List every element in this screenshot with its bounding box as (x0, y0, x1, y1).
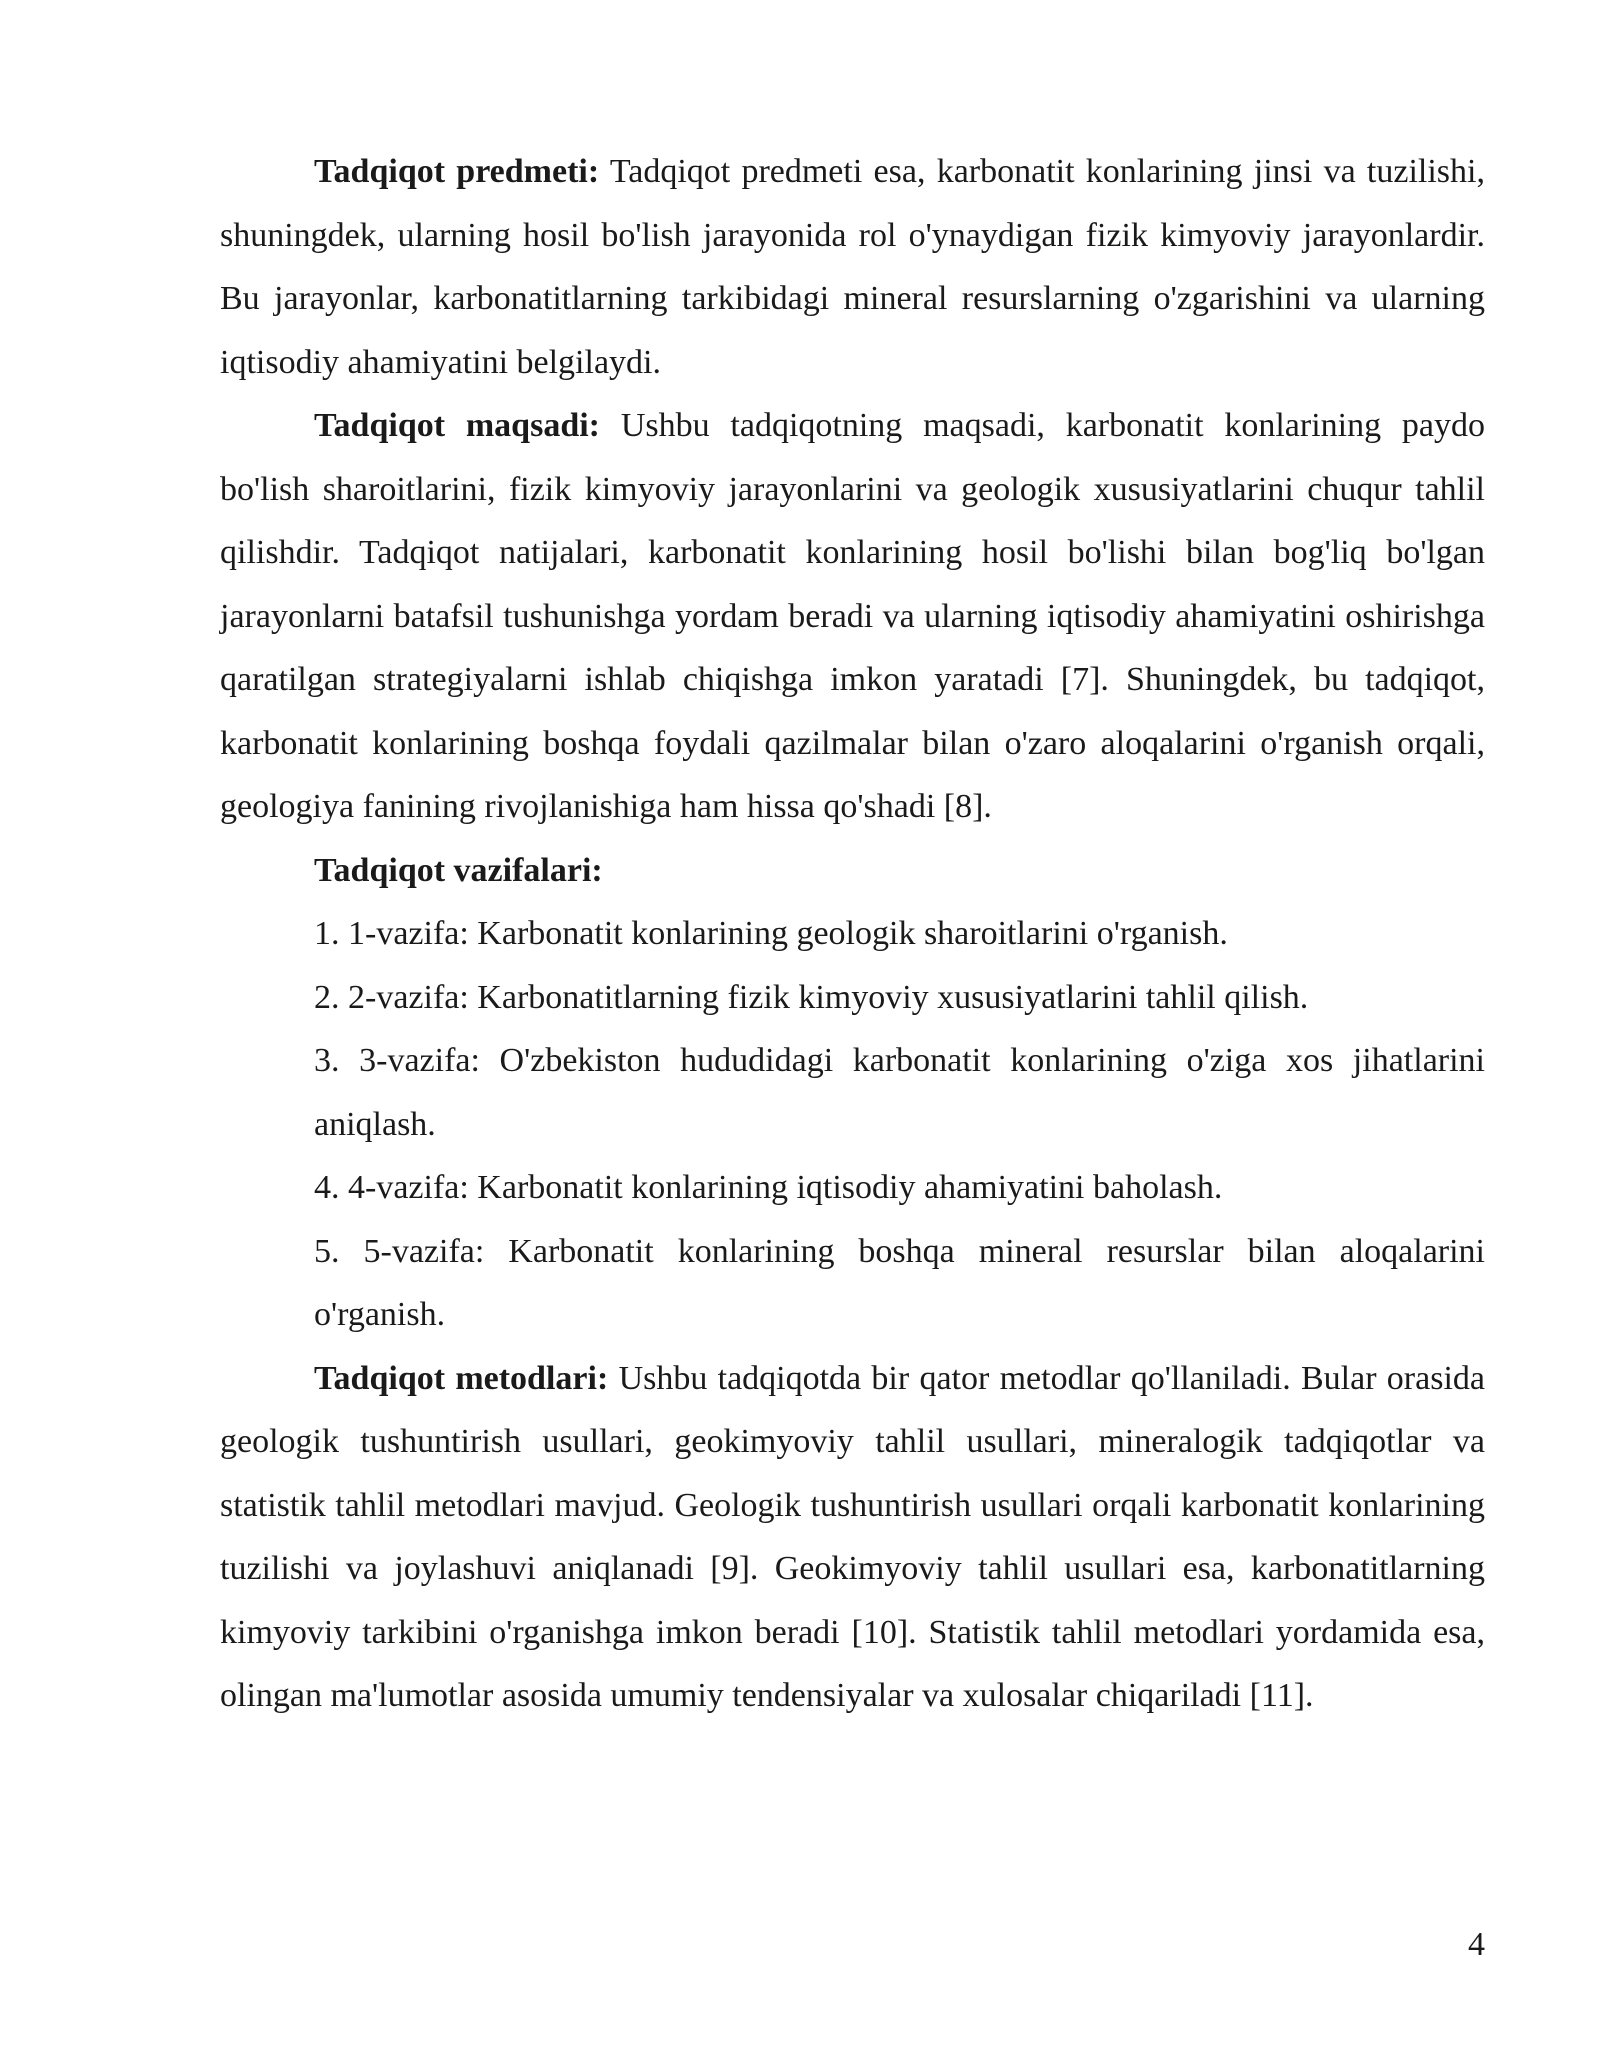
paragraph-maqsad (220, 394, 1485, 839)
list-item: 2. 2-vazifa: Karbonatitlarning fizik kimyoviy xususiyatlarini tahlil qilish. (314, 978, 1309, 1016)
paragraph-predmet (220, 140, 1485, 394)
list-item: 5. 5-vazifa: Karbonatit konlarining boshqa mineral resurslar bilan aloqalarini o'rganish. (314, 1232, 1485, 1333)
list-item: 3. 3-vazifa: O'zbekiston hududidagi karbonatit konlarining o'ziga xos jihatlarini aniqlash. (314, 1042, 1485, 1143)
page-number: 4 (1468, 1926, 1485, 1963)
heading-predmet: Tadqiqot predmeti: (314, 153, 600, 190)
heading-vazifalar: Tadqiqot vazifalari: (314, 851, 603, 889)
text-maqsad: Ushbu tadqiqotning maqsadi, karbonatit konlarining paydo bo'lish sharoitlarini, fizik kimyoviy jarayonlarini va geologik xususiyatlarini chuqur tahlil qilishdir. Tadqiqot natijalari, karbonatit konlarining hosil bo'lishi bilan bog'liq bo'lgan jarayonlarni batafsil tushunishga yordam beradi va ularning iqtisodiy ahamiyatini oshirishga qaratilgan strategiyalarni ishlab chiqishga imkon yaratadi [7]. Shuningdek, bu tadqiqot, karbonatit konlarining boshqa foydali qazilmalar bilan o'zaro aloqalarini o'rganish orqali, geologiya fanining rivojlanishiga ham hissa qo'shadi [8]. (220, 407, 1485, 825)
paragraph-metodlar (220, 1347, 1485, 1728)
heading-metodlar: Tadqiqot metodlari: (314, 1359, 609, 1397)
list-item: 4. 4-vazifa: Karbonatit konlarining iqtisodiy ahamiyatini baholash. (314, 1169, 1223, 1206)
text-metodlar: Ushbu tadqiqotda bir qator metodlar qo'llaniladi. Bular orasida geologik tushuntirish usullari, geokimyoviy tahlil usullari, mineralogik tadqiqotlar va statistik tahlil metodlari mavjud. Geologik tushuntirish usullari orqali karbonatit konlarining tuzilishi va joylashuvi aniqlanadi [9]. Geokimyoviy tahlil usullari esa, karbonatitlarning kimyoviy tarkibini o'rganishga imkon beradi [10]. Statistik tahlil metodlari yordamida esa, olingan ma'lumotlar asosida umumiy tendensiyalar va xulosalar chiqariladi [11]. (220, 1359, 1485, 1714)
heading-maqsad: Tadqiqot maqsadi: (314, 407, 600, 444)
document-page (220, 140, 1485, 1728)
list-item: 1. 1-vazifa: Karbonatit konlarining geologik sharoitlarini o'rganish. (314, 915, 1228, 952)
text-predmet: Tadqiqot predmeti esa, karbonatit konlarining jinsi va tuzilishi, shuningdek, ularning hosil bo'lish jarayonida rol o'ynaydigan fizik kimyoviy jarayonlardir. Bu jarayonlar, karbonatitlarning tarkibidagi mineral resurslarning o'zgarishini va ularning iqtisodiy ahamiyatini belgilaydi. (220, 153, 1485, 381)
